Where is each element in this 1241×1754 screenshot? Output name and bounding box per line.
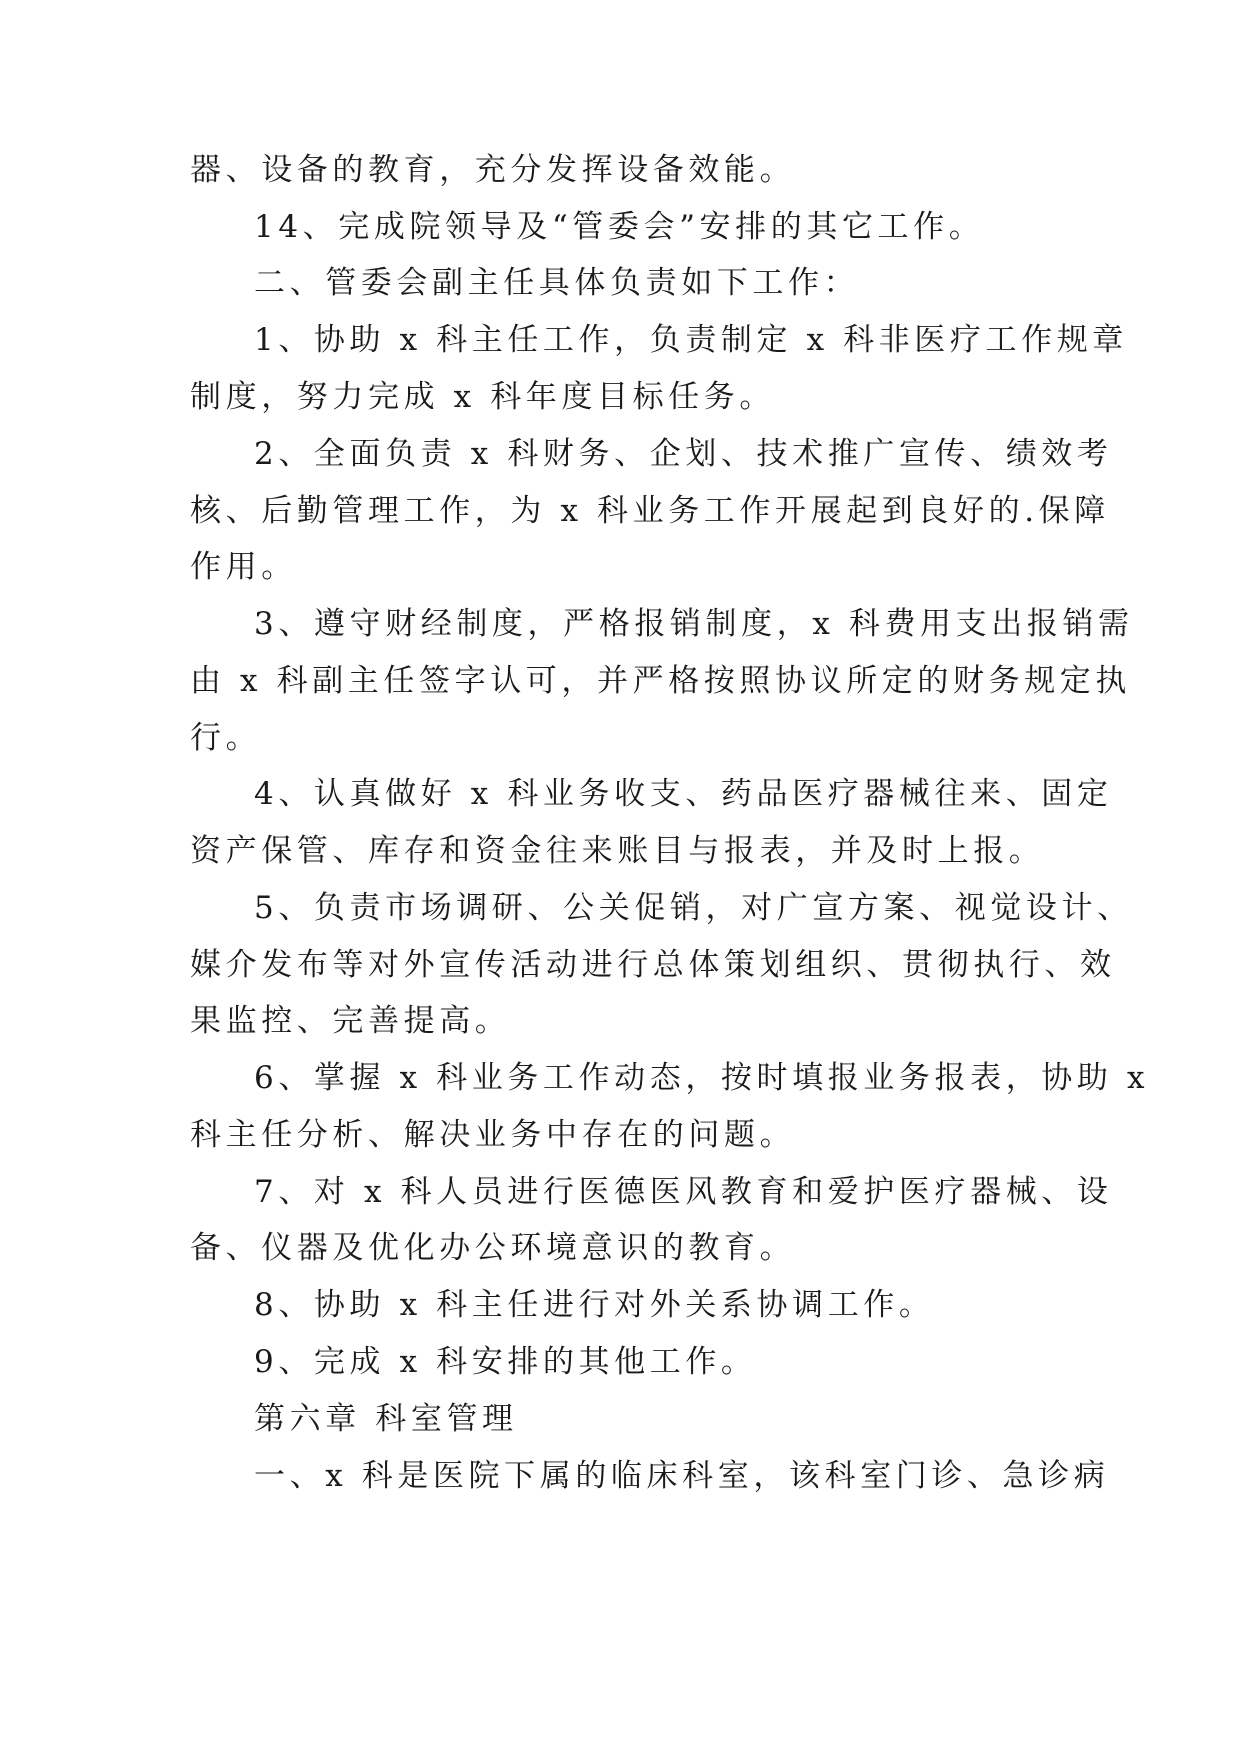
text-line: 行。 (190, 720, 262, 756)
text-line: 14、完成院领导及“管委会”安排的其它工作。 (254, 209, 985, 245)
text-line: 器、设备的教育，充分发挥设备效能。 (190, 152, 796, 188)
text-line: 由 x 科副主任签字认可，并严格按照协议所定的财务规定执 (190, 663, 1131, 699)
text-line: 8、协助 x 科主任进行对外关系协调工作。 (254, 1287, 935, 1323)
text-line: 6、掌握 x 科业务工作动态，按时填报业务报表，协助 x (254, 1060, 1150, 1096)
text-line: 7、对 x 科人员进行医德医风教育和爱护医疗器械、设 (254, 1174, 1113, 1210)
text-line: 2、全面负责 x 科财务、企划、技术推广宣传、绩效考 (254, 436, 1113, 472)
text-line: 1、协助 x 科主任工作，负责制定 x 科非医疗工作规章 (254, 322, 1128, 358)
text-line: 一、x 科是医院下属的临床科室，该科室门诊、急诊病 (254, 1458, 1110, 1494)
text-line: 9、完成 x 科安排的其他工作。 (254, 1344, 757, 1380)
text-line: 果监控、完善提高。 (190, 1003, 511, 1039)
text-line: 制度，努力完成 x 科年度目标任务。 (190, 379, 775, 415)
text-line: 4、认真做好 x 科业务收支、药品医疗器械往来、固定 (254, 776, 1113, 812)
chapter-heading: 第六章 科室管理 (254, 1401, 518, 1437)
text-line: 5、负责市场调研、公关促销，对广宣方案、视觉设计、 (254, 890, 1133, 926)
text-line: 媒介发布等对外宣传活动进行总体策划组织、贯彻执行、效 (190, 947, 1116, 983)
text-line: 核、后勤管理工作，为 x 科业务工作开展起到良好的.保障 (190, 493, 1110, 529)
text-line: 科主任分析、解决业务中存在的问题。 (190, 1117, 796, 1153)
text-line: 资产保管、库存和资金往来账目与报表，并及时上报。 (190, 833, 1045, 869)
text-line: 作用。 (190, 549, 297, 585)
section-heading: 二、管委会副主任具体负责如下工作： (254, 265, 860, 301)
text-line: 备、仪器及优化办公环境意识的教育。 (190, 1230, 796, 1266)
text-line: 3、遵守财经制度，严格报销制度，x 科费用支出报销需 (254, 606, 1134, 642)
